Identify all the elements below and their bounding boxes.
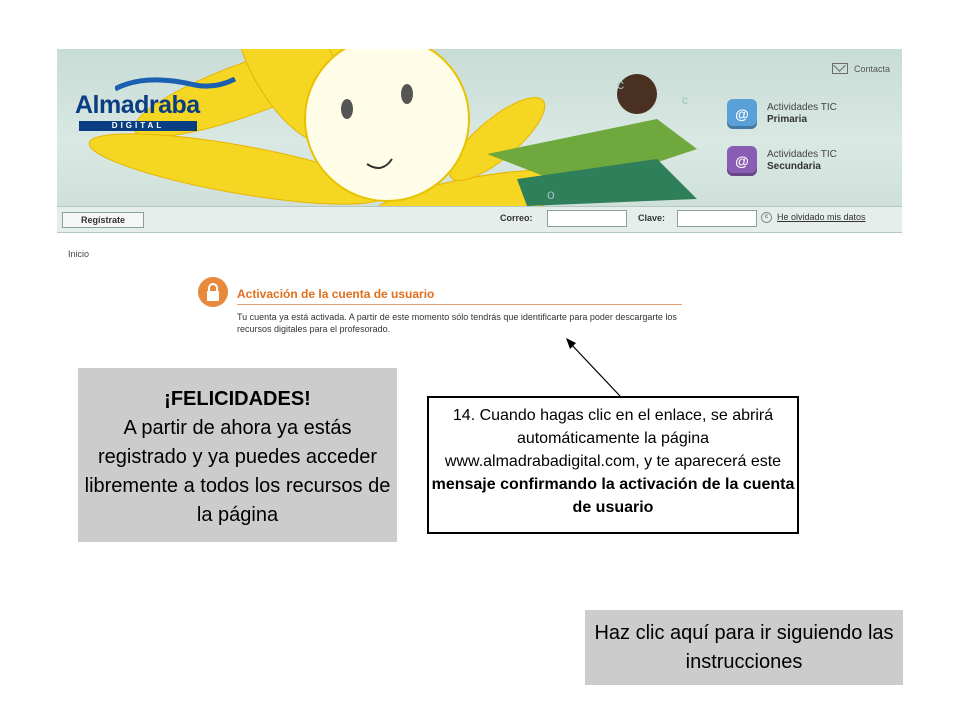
tic-primaria-text	[767, 102, 837, 126]
logo-text: Almadraba	[75, 91, 200, 119]
logo-subtitle: DIGITAL	[79, 121, 197, 131]
tic-primaria-line1: Actividades TIC	[767, 102, 837, 113]
password-label: Clave:	[638, 213, 666, 223]
activation-message: Tu cuenta ya está activada. A partir de este momento sólo tendrás que identificarte para poder descargarte los recursos digitales para el profesorado.	[237, 312, 677, 334]
contact-label: Contacta	[853, 63, 890, 74]
callout-bold-text: mensaje confirmando la activación de la cuenta de usuario	[431, 476, 795, 516]
tic-primaria-link[interactable]	[727, 99, 837, 129]
at-key-icon: @	[727, 99, 757, 129]
congratulations-box	[78, 368, 397, 542]
tic-primaria-line2: Primaria	[767, 114, 808, 125]
tic-secundaria-line2: Secundaria	[767, 161, 821, 172]
forgot-password-link[interactable]: He olvidado mis datos	[777, 212, 866, 222]
breadcrumb[interactable]: Inicio	[68, 249, 90, 259]
email-field[interactable]	[547, 210, 627, 227]
mail-icon	[832, 63, 848, 74]
activation-title: Activación de la cuenta de usuario	[237, 287, 435, 301]
tic-secundaria-link[interactable]	[727, 146, 837, 176]
continue-instructions-button[interactable]: Haz clic aquí para ir siguiendo las instrucciones	[585, 610, 903, 685]
callout-text: 14. Cuando hagas clic en el enlace, se abrirá automáticamente la página www.almadrabadigital.com, y te aparecerá este	[444, 407, 782, 470]
contact-link[interactable]	[832, 63, 890, 74]
login-bar	[57, 206, 902, 233]
password-field[interactable]	[677, 210, 757, 227]
email-label: Correo:	[500, 213, 533, 223]
at-key-icon: @	[727, 146, 757, 176]
svg-text:c: c	[682, 93, 688, 107]
tic-secundaria-text	[767, 149, 837, 173]
site-logo[interactable]	[75, 87, 203, 135]
instruction-callout	[427, 396, 799, 534]
forgot-icon: c	[761, 212, 772, 223]
title-divider	[237, 304, 682, 305]
site-banner	[57, 49, 902, 206]
congratulations-body: A partir de ahora ya estás registrado y ya puedes acceder libremente a todos los recursos de la página	[84, 417, 391, 526]
tic-secundaria-line1: Actividades TIC	[767, 149, 837, 160]
svg-text:o: o	[547, 186, 555, 202]
svg-text:c: c	[617, 76, 624, 92]
register-button[interactable]: Regístrate	[62, 212, 144, 228]
lock-icon	[198, 277, 228, 307]
congratulations-title: ¡FELICIDADES!	[164, 388, 311, 410]
